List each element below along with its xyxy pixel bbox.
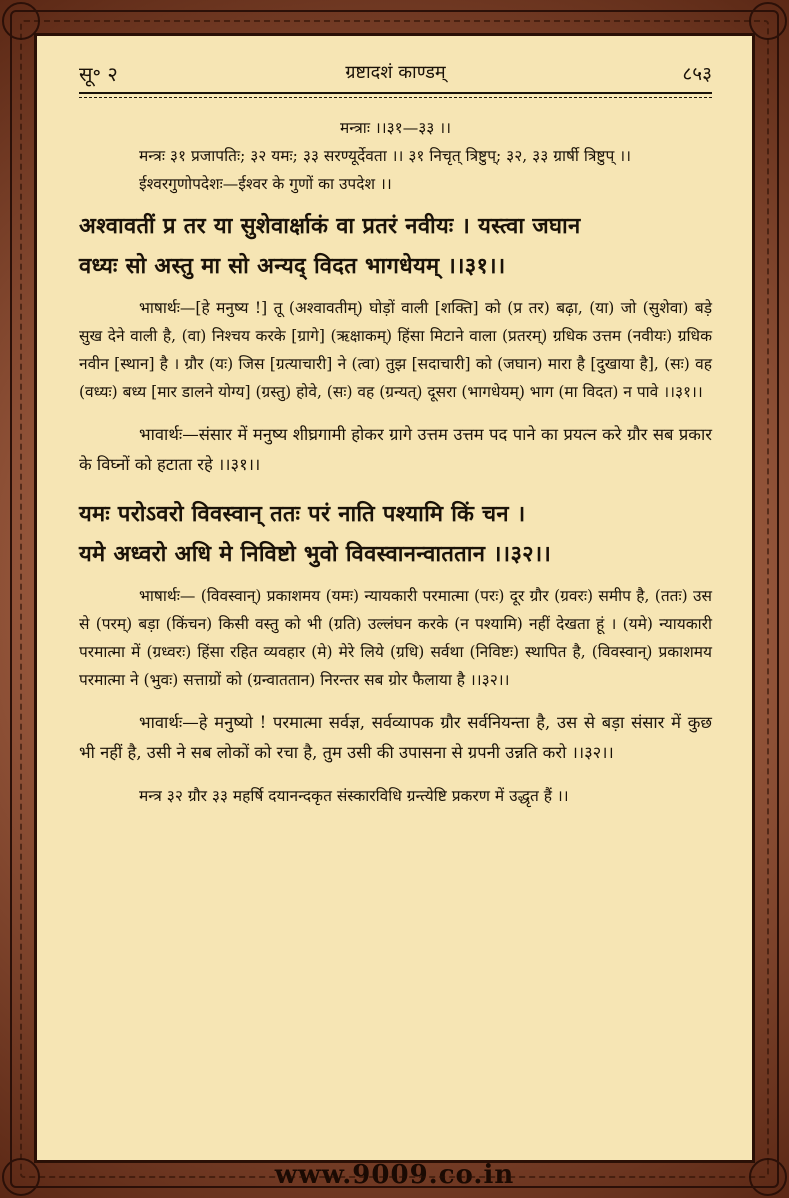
bhavartha-32: भावार्थः—हे मनुष्यो ! परमात्मा सर्वज्ञ, सर्वव्यापक ग्रौर सर्वनियन्ता है, उस से बड़ा संसार में कुछ भी नहीं है, उसी ने सब लोकों को रचा है, तुम उसी की उपासना से ग्रपनी उन्नति करो ।।३२।। [79, 713, 712, 762]
verse-32-line-2: यमे अध्वरो अधि मे निविष्टो भुवो विवस्वानन्वाततान ।।३२।। [79, 541, 552, 567]
bhavartha-31: भावार्थः—संसार में मनुष्य शीघ्रगामी होकर ग्रागे उत्तम उत्तम पद पाने का प्रयत्न करे ग्रौर सब प्रकार के विघ्नों को हटाता रहे ।।३१।। [79, 425, 712, 474]
book-page [34, 33, 755, 1163]
verse-31-line-1: अश्वावतीं प्र तर या सुशेवार्क्षाकं वा प्रतरं नवीयः । यस्त्वा जघान [79, 213, 581, 239]
page-number: ८५३ [682, 63, 712, 85]
header-rule [79, 92, 712, 94]
ornament-icon [2, 2, 40, 40]
deity-line: मन्त्रः ३१ प्रजापतिः; ३२ यमः; ३३ सरण्यूर्देवता ।। ३१ निचृत् त्रिष्टुप्; ३२, ३३ ग्रार्षी त्रिष्टुप् ।। [139, 147, 631, 165]
bhashartha-32: भाषार्थः— (विवस्वान्) प्रकाशमय (यमः) न्यायकारी परमात्मा (परः) दूर ग्रौर (ग्रवरः) समीप है, (ततः) उस से (परम्) बड़ा (किंचन) किसी वस्तु को भी (ग्रति) उल्लंघन करके (न पश्यामि) नहीं देखता हूं । (यमे) न्यायकारी परमात्मा में (ग्रध्वरः) हिंसा रहित व्यवहार (मे) मेरे लिये (ग्रधि) सर्वथा (निविष्टः) स्थापित है, (विवस्वान्) प्रकाशमय परमात्मा ने (भुवः) सत्ताग्रों को (ग्रन्वाततान) निरन्तर सब ग्रोर फैलाया है ।।३२।। [79, 587, 712, 689]
citation-note: मन्त्र ३२ ग्रौर ३३ महर्षि दयानन्दकृत संस्कारविधि ग्रन्त्येष्टि प्रकरण में उद्धृत हैं ।। [139, 787, 569, 805]
topic-line: ईश्वरगुणोपदेशः—ईश्वर के गुणों का उपदेश ।। [139, 175, 392, 193]
mantra-heading: मन्त्राः ।।३१—३३ ।। [339, 119, 452, 137]
verse-32-line-1: यमः परोऽवरो विवस्वान् ततः परं नाति पश्यामि किं चन । [79, 501, 526, 527]
header-rule-dashed [79, 97, 712, 98]
sukta-number: सू॰ २ [79, 62, 118, 86]
website-link[interactable]: www.9009.co.in [274, 1160, 515, 1190]
page-header [79, 54, 712, 94]
ornament-icon [749, 2, 787, 40]
kanda-title: ग्रष्टादशं काण्डम् [345, 62, 446, 83]
bhashartha-31: भाषार्थः—[हे मनुष्य !] तू (अश्वावतीम्) घोड़ों वाली [शक्ति] को (प्र तर) बढ़ा, (या) जो (सुशेवा) बड़े सुख देने वाली है, (वा) निश्चय करके [ग्रागे] (ऋक्षाकम्) हिंसा मिटाने वाला (प्रतरम्) ग्रधिक उत्तम (नवीयः) ग्रधिक नवीन [स्थान] है । ग्रौर (यः) जिस [ग्रत्याचारी] ने (त्वा) तुझ [सदाचारी] को (जघान) मारा है [दुखाया है], (सः) वह (वध्यः) बध्य [मार डालने योग्य] (ग्रस्तु) होवे, (सः) वह (ग्रन्यत्) दूसरा (भागधेयम्) भाग (मा विदत) न पावे ।।३१।। [79, 299, 712, 401]
page-content [79, 114, 712, 810]
verse-31-line-2: वध्यः सो अस्तु मा सो अन्यद् विदत भागधेयम् ।।३१।। [79, 253, 506, 279]
